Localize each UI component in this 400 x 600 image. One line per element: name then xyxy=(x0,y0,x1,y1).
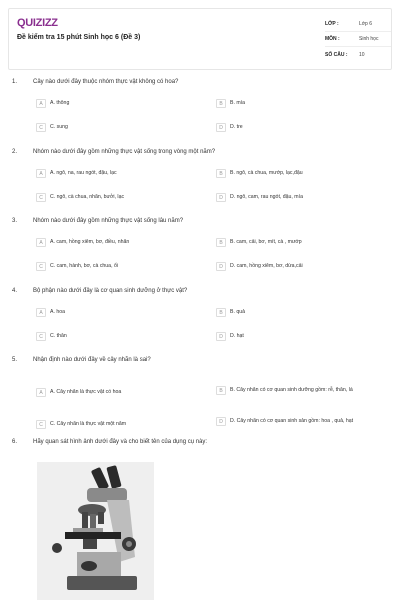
meta-value: Lớp 6 xyxy=(359,21,373,27)
option-text: A. cam, hồng xiêm, bơ, điều, nhãn xyxy=(50,239,130,245)
option-letter: C xyxy=(36,262,46,271)
option-letter: D xyxy=(216,262,226,271)
option-text: C. thân xyxy=(50,333,67,339)
option-letter: B xyxy=(216,99,226,108)
option-text: A. hoa xyxy=(50,309,65,315)
option-letter: A xyxy=(36,388,46,397)
option-text: C. cam, hành, bơ, cà chua, ổi xyxy=(50,263,118,269)
option-c[interactable] xyxy=(36,123,206,132)
option-text: B. quả xyxy=(230,309,245,315)
option-d[interactable] xyxy=(216,417,396,426)
option-letter: B xyxy=(216,386,226,395)
option-d[interactable] xyxy=(216,193,386,202)
option-a[interactable] xyxy=(36,388,206,397)
option-b[interactable] xyxy=(216,169,386,178)
option-letter: A xyxy=(36,308,46,317)
option-c[interactable] xyxy=(36,332,206,341)
question-2 xyxy=(12,149,388,201)
question-text: Nhóm nào dưới đây gồm những thực vật sống trong vòng một năm? xyxy=(33,149,216,155)
option-text: B. Cây nhãn có cơ quan sinh dưỡng gồm: rễ, thân, lá xyxy=(230,387,353,393)
option-b[interactable] xyxy=(216,99,386,108)
option-letter: C xyxy=(36,332,46,341)
question-6 xyxy=(12,439,388,449)
option-letter: A xyxy=(36,169,46,178)
option-text: A. ngô, na, rau ngót, đậu, lạc xyxy=(50,170,117,176)
option-text: B. mía xyxy=(230,100,245,106)
option-b[interactable] xyxy=(216,238,386,247)
option-letter: B xyxy=(216,238,226,247)
option-text: A. thông xyxy=(50,100,70,106)
option-text: D. tre xyxy=(230,124,243,130)
option-text: C. Cây nhãn là thực vật một năm xyxy=(50,421,127,427)
option-text: D. cam, hồng xiêm, bơ, dừa,cải xyxy=(230,263,303,269)
option-letter: D xyxy=(216,332,226,341)
worksheet-meta xyxy=(325,17,391,62)
option-letter: B xyxy=(216,308,226,317)
question-text: Hãy quan sát hình ảnh dưới đây và cho biết tên của dụng cụ này: xyxy=(33,439,208,445)
option-d[interactable] xyxy=(216,332,386,341)
option-text: D. hạt xyxy=(230,333,244,339)
worksheet-title: Đề kiểm tra 15 phút Sinh học 6 (Đề 3) xyxy=(17,34,141,41)
option-text: B. ngô, cà chua, mướp, lạc,đậu xyxy=(230,170,303,176)
worksheet-header xyxy=(8,8,392,70)
option-c[interactable] xyxy=(36,262,206,271)
option-a[interactable] xyxy=(36,99,206,108)
question-number: 2. xyxy=(12,149,18,155)
option-text: D. Cây nhãn có cơ quan sinh sản gồm: hoa , quả, hạt xyxy=(230,418,354,424)
question-text: Nhóm nào dưới đây gồm những thực vật sống lâu năm? xyxy=(33,218,184,224)
question-text: Nhận định nào dưới đây về cây nhãn là sai? xyxy=(33,357,151,363)
question-number: 1. xyxy=(12,79,18,85)
option-text: A. Cây nhãn là thực vật có hoa xyxy=(50,389,122,395)
option-letter: C xyxy=(36,420,46,429)
option-c[interactable] xyxy=(36,193,206,202)
meta-key: SỐ CÂU : xyxy=(325,51,348,58)
microscope-image xyxy=(37,462,154,600)
meta-value: Sinh học xyxy=(359,36,379,42)
option-b[interactable] xyxy=(216,308,386,317)
option-a[interactable] xyxy=(36,238,206,247)
option-text: B. cam, cải, bơ, mít, cà , mướp xyxy=(230,239,302,245)
option-text: D. ngô, cam, rau ngót, đậu, mía xyxy=(230,194,303,200)
question-5 xyxy=(12,357,388,428)
option-text: C. sung xyxy=(50,124,68,130)
option-d[interactable] xyxy=(216,123,386,132)
option-a[interactable] xyxy=(36,308,206,317)
quizizz-logo: QUIZIZZ xyxy=(17,17,58,29)
question-text: Bộ phận nào dưới đây là cơ quan sinh dưỡng ở thực vật? xyxy=(33,288,188,294)
meta-row-class xyxy=(325,17,391,32)
option-letter: D xyxy=(216,123,226,132)
question-3 xyxy=(12,218,388,270)
question-1 xyxy=(12,79,388,131)
meta-key: MÔN : xyxy=(325,36,340,42)
question-number: 4. xyxy=(12,288,18,294)
option-d[interactable] xyxy=(216,262,386,271)
meta-row-subject xyxy=(325,32,391,47)
meta-value: 10 xyxy=(359,51,365,58)
meta-key: LỚP : xyxy=(325,21,339,27)
option-letter: A xyxy=(36,99,46,108)
option-letter: D xyxy=(216,417,226,426)
option-letter: D xyxy=(216,193,226,202)
microscope-icon xyxy=(37,462,154,600)
option-a[interactable] xyxy=(36,169,206,178)
option-c[interactable] xyxy=(36,420,206,429)
option-letter: A xyxy=(36,238,46,247)
option-b[interactable] xyxy=(216,386,396,395)
option-letter: B xyxy=(216,169,226,178)
question-number: 5. xyxy=(12,357,18,363)
question-text: Cây nào dưới đây thuộc nhóm thực vật không có hoa? xyxy=(33,79,179,85)
question-number: 6. xyxy=(12,439,18,445)
question-4 xyxy=(12,288,388,340)
option-letter: C xyxy=(36,193,46,202)
option-text: C. ngô, cà chua, nhãn, bưởi, lạc xyxy=(50,194,125,200)
option-letter: C xyxy=(36,123,46,132)
meta-row-count xyxy=(325,47,391,62)
question-number: 3. xyxy=(12,218,18,224)
